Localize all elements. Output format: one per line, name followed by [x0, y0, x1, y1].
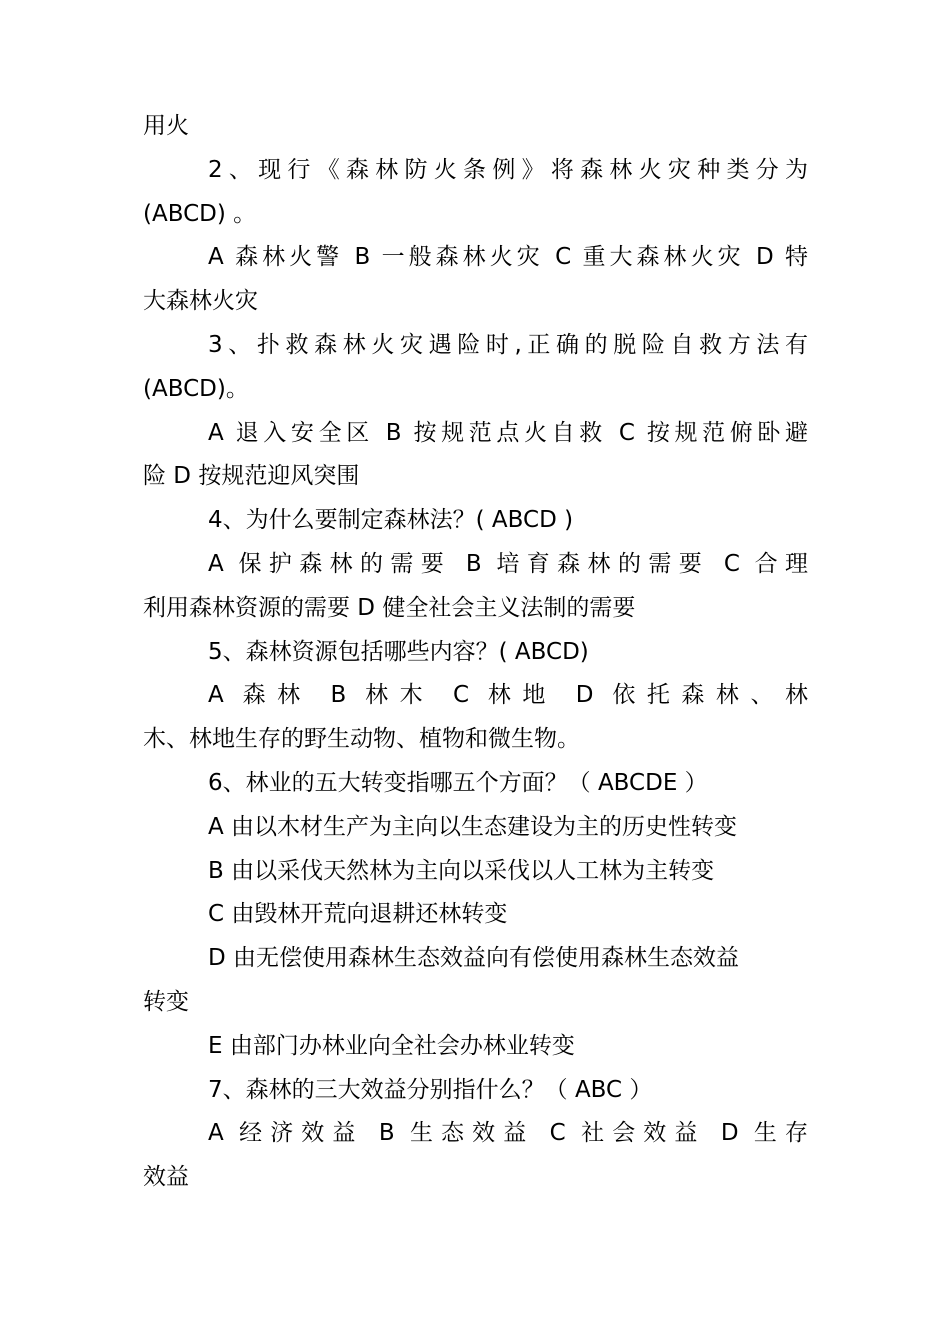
question-7-options-cont: 效益 [143, 1164, 189, 1191]
question-4-options-cont: 利用森林资源的需要 D 健全社会主义法制的需要 [143, 594, 636, 621]
question-7-options: A 经济效益 B 生态效益 C 社会效益 D 生存 [208, 1120, 808, 1147]
question-3-options-cont: 险 D 按规范迎风突围 [143, 463, 360, 490]
text-line: 用火 [143, 113, 189, 139]
question-6-line: 6、林业的五大转变指哪五个方面？（ ABCDE ） [208, 769, 708, 796]
question-2-options-cont: 大森林火灾 [143, 288, 258, 315]
question-5-options-cont: 木、林地生存的野生动物、植物和微生物。 [143, 726, 580, 753]
question-6-option-d-cont: 转变 [143, 988, 189, 1015]
document-body [143, 105, 808, 1200]
question-4-options: A 保护森林的需要 B 培育森林的需要 C 合理 [208, 550, 808, 577]
question-2-line: 2、现行《森林防火条例》将森林火灾种类分为 [208, 156, 808, 183]
question-2-options: A 森林火警 B 一般森林火灾 C 重大森林火灾 D 特 [208, 244, 808, 271]
question-2-answer: (ABCD) 。 [143, 200, 257, 227]
question-7-line: 7、森林的三大效益分别指什么？（ ABC ） [208, 1076, 653, 1103]
question-5-options: A 森林 B 林木 C 林地 D 依托森林、林 [208, 682, 808, 709]
question-6-option-a: A 由以木材生产为主向以生态建设为主的历史性转变 [208, 813, 738, 840]
question-6-option-b: B 由以采伐天然林为主向以采伐以人工林为主转变 [208, 857, 715, 884]
question-6-option-d: D 由无偿使用森林生态效益向有偿使用森林生态效益 [208, 945, 740, 972]
question-3-answer: (ABCD)。 [143, 375, 249, 402]
question-6-option-c: C 由毁林开荒向退耕还林转变 [208, 901, 508, 928]
question-5-line: 5、森林资源包括哪些内容？( ABCD) [208, 638, 589, 665]
question-3-line: 3、扑救森林火灾遇险时,正确的脱险自救方法有 [208, 331, 808, 358]
question-6-option-e: E 由部门办林业向全社会办林业转变 [208, 1032, 575, 1059]
question-4-line: 4、为什么要制定森林法？( ABCD ) [208, 507, 574, 534]
question-3-options: A 退入安全区 B 按规范点火自救 C 按规范俯卧避 [208, 419, 808, 446]
